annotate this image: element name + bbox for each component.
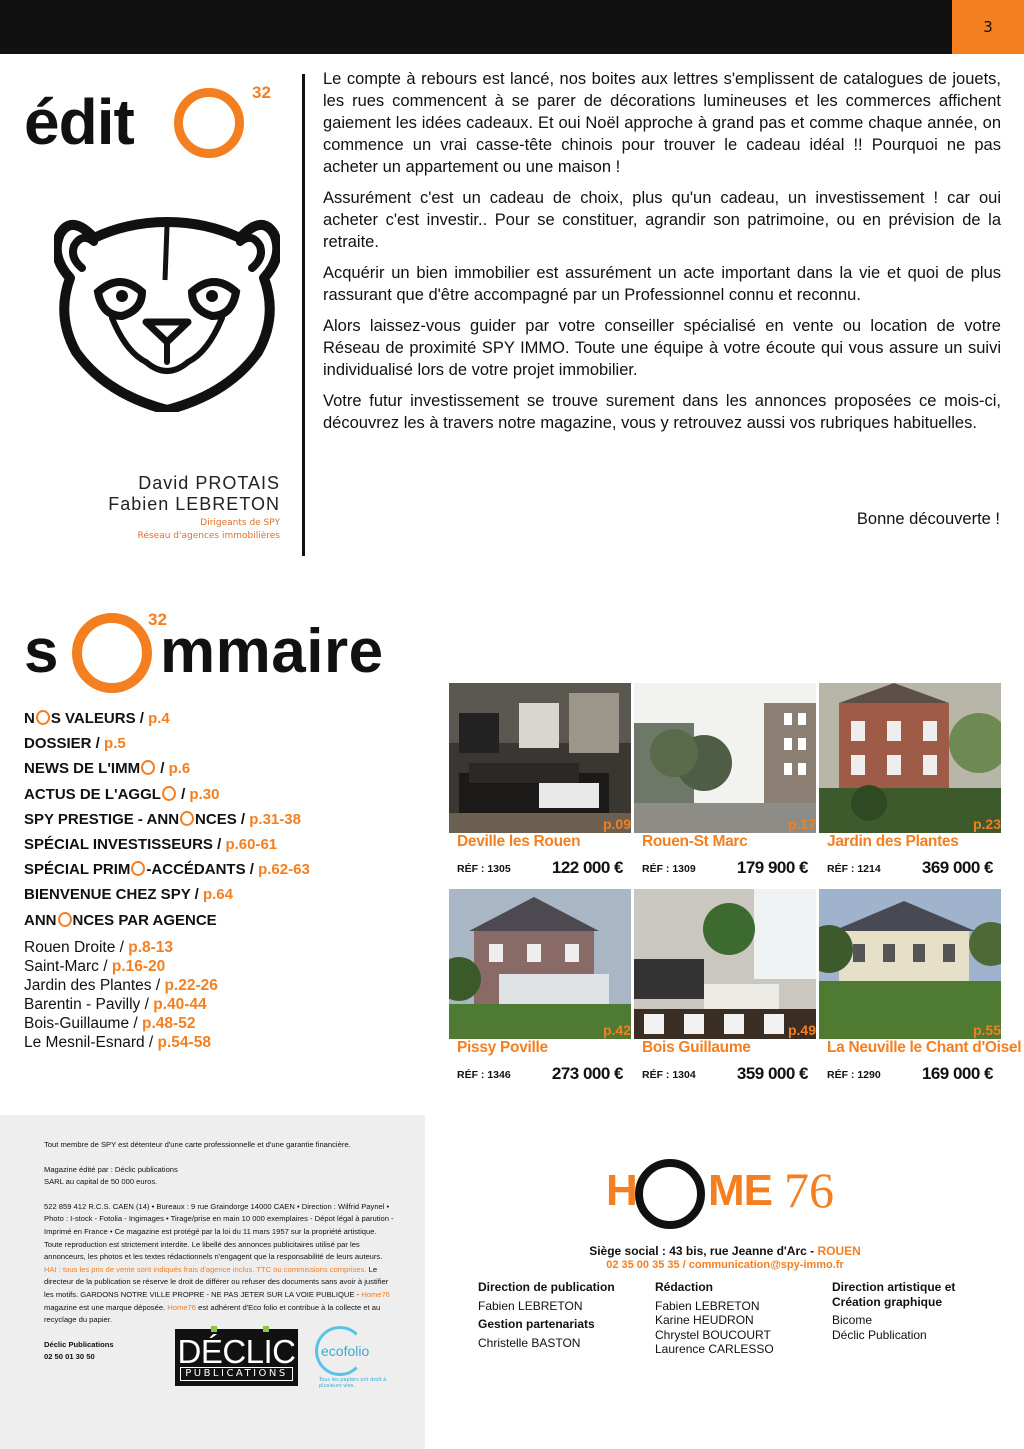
sommaire-ring-logo	[72, 613, 152, 693]
legal-paragraph: 522 859 412 R.C.S. CAEN (14) • Bureaux : 9 rue Graindorge 14000 CAEN • Direction : Wilfrid Paynel • Photo : I-stock - Fotolia - Ingimages • Tirage/prise en main 10 000 exemplaires - Dépot légal à parution - Imprimé en France • Ce magazine est protégé par la loi du 11 mars 1957 sur la propriété artistique. Toute reproduction est strictement interdite. Le libellé des annonces publicitaires utilisé par les annonceurs, les photos et les textes rédactionnels n'engagent que la responsabilité de leurs auteurs. HAI : tous les prix de vente sont indiqués frais d'agence inclus. TTC ou commissions comprises. Le directeur de la publication se réserve le droit de différer ou refuser des documents sans avoir à justifier les motifs. GARDONS NOTRE VILLE PROPRE - NE PAS JETER SUR LA VOIE PUBLIQUE - Home76 magazine est une marque déposée. Home76 est adhérent d'Eco folio et contribue à la collecte et au recyclage du papier.	[44, 1201, 394, 1325]
author-role: Dirigeants de SPY	[200, 518, 280, 528]
toc-list	[24, 706, 310, 933]
toc-item[interactable]: ACTUS DE L'AGGL / p.30	[24, 785, 220, 803]
credits-col-3: Direction artistique et Création graphique Bicome Déclic Publication	[832, 1280, 956, 1342]
agence-item[interactable]: Barentin - Pavilly / p.40-44	[24, 996, 207, 1013]
publisher-phone: 02 50 01 30 50	[44, 1352, 95, 1362]
property-ref: RÉF : 1305	[457, 863, 511, 875]
property-city: Rouen-St Marc	[642, 833, 748, 850]
property-card[interactable]	[449, 889, 631, 1089]
agence-item[interactable]: Jardin des Plantes / p.22-26	[24, 977, 218, 994]
edito-word: édit	[24, 86, 134, 158]
property-city: Pissy Poville	[457, 1039, 548, 1056]
toc-item[interactable]: BIENVENUE CHEZ SPY / p.64	[24, 886, 233, 904]
author-name: Fabien LEBRETON	[108, 494, 280, 514]
agence-item[interactable]: Rouen Droite / p.8-13	[24, 939, 174, 956]
property-ref: RÉF : 1290	[827, 1069, 881, 1081]
agence-item[interactable]: Bois-Guillaume / p.48-52	[24, 1015, 196, 1032]
edito-paragraph: Acquérir un bien immobilier est assurément un acte important dans la vie et quoi de plus rassurant que d'être accompagné par un Professionnel connu et reconnu.	[323, 264, 1001, 304]
property-page: p.23	[972, 816, 1001, 832]
property-price: 359 000 €	[736, 1064, 808, 1083]
author-name: David PROTAIS	[138, 473, 280, 493]
property-price: 169 000 €	[921, 1064, 993, 1083]
property-photo	[819, 889, 1001, 1039]
edito-paragraph: Le compte à rebours est lancé, nos boites aux lettres s'emplissent de catalogues de jouets, les rues commencent à se parer de décorations lumineuses et les commerces affichent gaiement les idées cadeaux. Et oui Noël approche à grand pas et comme chaque année, on commence un vrai casse-tête chinois pour trouver le cadeau idéal !! Pourquoi ne pas acheter un appartement ou une maison !	[323, 70, 1001, 176]
property-ref: RÉF : 1346	[457, 1069, 511, 1081]
property-card[interactable]	[819, 889, 1022, 1089]
page-number: 3	[952, 0, 1024, 54]
property-card[interactable]	[634, 889, 816, 1089]
edito-paragraph: Votre futur investissement se trouve surement dans les annonces proposées ce mois-ci, découvrez les à travers notre magazine, vous y retrouvez aussi vos rubriques habituelles.	[323, 392, 1001, 432]
property-price: 179 900 €	[736, 858, 808, 877]
edito-authors	[108, 473, 280, 542]
toc-item[interactable]: SPÉCIAL PRIM -ACCÉDANTS / p.62-63	[24, 861, 310, 879]
property-price: 369 000 €	[921, 858, 993, 877]
sommaire-superscript: 32	[148, 610, 167, 629]
property-photo	[634, 889, 816, 1039]
edito-superscript: 32	[252, 83, 271, 102]
cheetah-logo	[54, 212, 280, 412]
property-price: 122 000 €	[551, 858, 623, 877]
legal-line: Magazine édité par : Déclic publications	[44, 1164, 178, 1174]
edito-ring-logo	[174, 88, 244, 158]
property-photo	[449, 683, 631, 833]
legal-line: SARL au capital de 50 000 euros.	[44, 1177, 158, 1187]
toc-item[interactable]: NEWS DE L'IMM / p.6	[24, 760, 191, 778]
property-photo	[819, 683, 1001, 833]
property-page: p.42	[602, 1022, 631, 1038]
property-page: p.09	[602, 816, 631, 832]
declic-logo: DÉCLIC PUBLICATIONS	[175, 1329, 298, 1386]
edito-paragraph: Alors laissez-vous guider par votre conseiller spécialisé en vente ou location de votre Réseau de proximité SPY IMMO. Toute une équipe à votre écoute qui vous assure un suivi individualisé lors de votre projet immobilier.	[323, 317, 1001, 379]
ecofolio-logo: ecofolio Tous les papiers ont droit à plusieurs vies.	[313, 1326, 395, 1396]
legal-box	[0, 1115, 425, 1449]
head-office-address: Siège social : 43 bis, rue Jeanne d'Arc - ROUEN	[589, 1244, 861, 1258]
edito-body	[323, 68, 1001, 443]
property-photo	[634, 683, 816, 833]
property-card[interactable]	[449, 683, 631, 883]
property-page: p.49	[787, 1022, 816, 1038]
agences-list	[24, 938, 218, 1052]
property-city: Bois Guillaume	[642, 1039, 751, 1056]
edito-divider	[302, 74, 305, 556]
toc-item[interactable]: N S VALEURS / p.4	[24, 710, 170, 727]
edito-title	[24, 83, 271, 170]
sommaire-title-rest: mmaire	[160, 617, 384, 686]
toc-item[interactable]: DOSSIER / p.5	[24, 735, 126, 753]
property-city: Jardin des Plantes	[827, 833, 959, 850]
author-role: Réseau d'agences immobilières	[137, 531, 280, 541]
edito-paragraph: Assurément c'est un cadeau de choix, plus qu'un cadeau, un investissement ! car oui acheter c'est investir.. Pour se constituer, agrandir son patrimoine, ou en prévision de la retraite.	[323, 189, 1001, 251]
property-card[interactable]	[819, 683, 1001, 883]
contact-info[interactable]: 02 35 00 35 35 / communication@spy-immo.fr	[606, 1259, 844, 1271]
top-bar	[0, 0, 952, 54]
property-ref: RÉF : 1304	[642, 1069, 696, 1081]
property-card[interactable]	[634, 683, 816, 883]
sommaire-title-s: s	[24, 617, 59, 686]
property-page: p.55	[972, 1022, 1001, 1038]
agence-item[interactable]: Le Mesnil-Esnard / p.54-58	[24, 1034, 211, 1051]
property-page: p.17	[787, 816, 816, 832]
property-city: La Neuville le Chant d'Oisel	[827, 1039, 1022, 1056]
agence-item[interactable]: Saint-Marc / p.16-20	[24, 958, 166, 975]
publisher-name: Déclic Publications	[44, 1339, 114, 1349]
property-photo	[449, 889, 631, 1039]
toc-item[interactable]: ANN NCES PAR AGENCE	[24, 911, 217, 929]
credits-col-1: Direction de publication Fabien LEBRETON Gestion partenariats Christelle BASTON	[478, 1280, 615, 1350]
property-ref: RÉF : 1214	[827, 863, 881, 875]
property-price: 273 000 €	[551, 1064, 623, 1083]
credits-col-2: Rédaction Fabien LEBRETON Karine HEUDRON Chrystel BOUCOURT Laurence CARLESSO	[655, 1280, 774, 1357]
toc-item[interactable]: SPÉCIAL INVESTISSEURS / p.60-61	[24, 836, 278, 854]
edito-closing: Bonne découverte !	[856, 510, 1000, 528]
property-ref: RÉF : 1309	[642, 863, 696, 875]
property-city: Deville les Rouen	[457, 833, 581, 850]
legal-line: Tout membre de SPY est détenteur d'une carte professionnelle et d'une garantie financière.	[44, 1140, 351, 1149]
toc-item[interactable]: SPY PRESTIGE - ANN NCES / p.31-38	[24, 810, 301, 828]
